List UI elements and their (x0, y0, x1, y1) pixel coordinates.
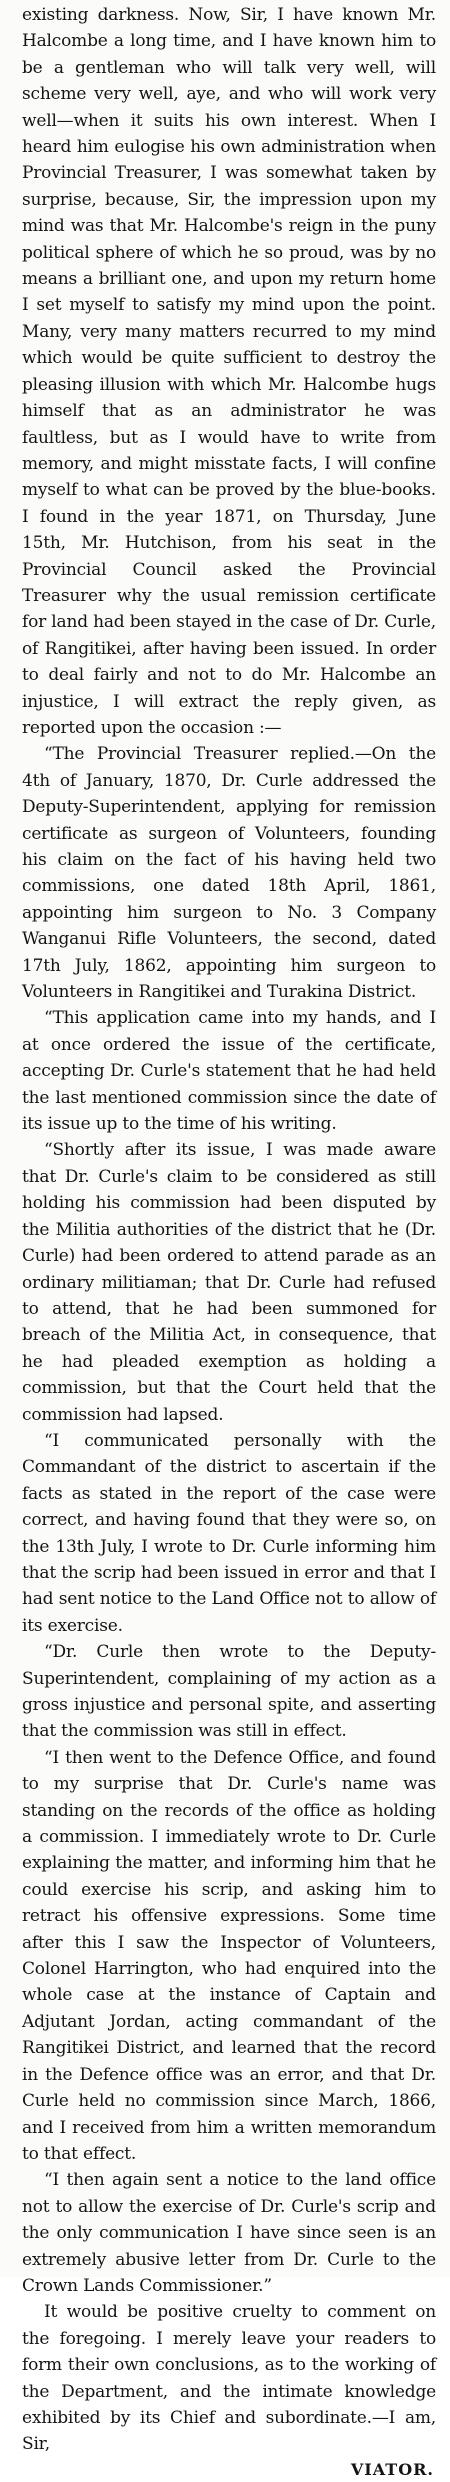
paragraph-application: “This application came into my hands, and I at once ordered the issue of the certificate, accepting Dr. Curle's statement that he had held the last mentioned commission since the date of its issue up to the time of his writing. (22, 1008, 436, 1135)
paragraph-land-office-notice: “I then again sent a notice to the land office not to allow the exercise of Dr. Curle's scrip and the only communication I have since seen is an extremely abusive letter from Dr. Curle to the Crown Lands Commissioner.” (22, 2170, 436, 2296)
paragraph-militia-dispute: “Shortly after its issue, I was made aware that Dr. Curle's claim to be considered as still holding his commission had been disputed by the Militia authorities of the district that he (Dr. Curle) had been ordered to attend parade as an ordinary militiaman; that Dr. Curle had refused to attend, that he had been summoned for breach of the Militia Act, in consequence, that he had pleaded exemption as holding a commission, but that the Court held that the commission had lapsed. (22, 1140, 436, 1425)
paragraph-closing: It would be positive cruelty to comment on the foregoing. I merely leave your readers to form their own conclusions, as to the working of the Department, and the intimate knowledge exhibited by its Chief and subordinate.—I am, Sir, (22, 2302, 436, 2455)
paragraph-treasurer-reply: “The Provincial Treasurer replied.—On the 4th of January, 1870, Dr. Curle addressed the Deputy-Superintendent, applying for remission certificate as surgeon of Volunteers, founding his claim on the fact of his having held two commissions, one dated 18th April, 1861, appointing him surgeon to No. 3 Company Wanganui Rifle Volunteers, the second, dated 17th July, 1862, appointing him surgeon to Volunteers in Rangitikei and Turakina District. (22, 744, 436, 1003)
signature: VIATOR. (350, 2459, 434, 2479)
paragraph-deputy-superintendent: “Dr. Curle then wrote to the Deputy-Superintendent, complaining of my action as a gross injustice and personal spite, and asserting that the commission was still in effect. (22, 1642, 436, 1742)
paragraph-commandant: “I communicated personally with the Commandant of the district to ascertain if the facts as stated in the report of the case were correct, and having found that they were so, on the 13th July, I wrote to Dr. Curle informing him that the scrip had been issued in error and that I had sent notice to the Land Office not to allow of its exercise. (22, 1430, 436, 1636)
paragraph-defence-office: “I then went to the Defence Office, and found to my surprise that Dr. Curle's name was standing on the records of the office as holding a commission. I immediately wrote to Dr. Curle explaining the matter, and informing him that he could exercise his scrip, and asking him to retract his offensive expressions. Some time after this I saw the Inspector of Volunteers, Colonel Harrington, who had enquired into the whole case at the instance of Captain and Adjutant Jordan, acting commandant of the Rangitikei District, and learned that the record in the Defence office was an error, and that Dr. Curle held no commission since March, 1866, and I received from him a written memorandum to that effect. (22, 1747, 436, 2164)
letter-to-editor (22, 2, 436, 2482)
paragraph-opening: existing darkness. Now, Sir, I have known Mr. Halcombe a long time, and I have known him to be a gentleman who will talk very well, will scheme very well, aye, and who will work very well—when it suits his own interest. When I heard him eulogise his own administration when Provincial Treasurer, I was somewhat taken by surprise, because, Sir, the impression upon my mind was that Mr. Halcombe's reign in the puny political sphere of which he so proud, was by no means a brilliant one, and upon my return home I set myself to satisfy my mind upon the point. Many, very many matters recurred to my mind which would be quite sufficient to destroy the pleasing illusion with which Mr. Halcombe hugs himself that as an administrator he was faultless, but as I would have to write from memory, and might misstate facts, I will confine myself to what can be proved by the blue-books. I found in the year 1871, on Thursday, June 15th, Mr. Hutchison, from his seat in the Provincial Council asked the Provincial Treasurer why the usual remission certificate for land had been stayed in the case of Dr. Curle, of Rangitikei, after having been issued. In order to deal fairly and not to do Mr. Halcombe an injustice, I will extract the reply given, as reported upon the occasion :— (22, 5, 436, 738)
